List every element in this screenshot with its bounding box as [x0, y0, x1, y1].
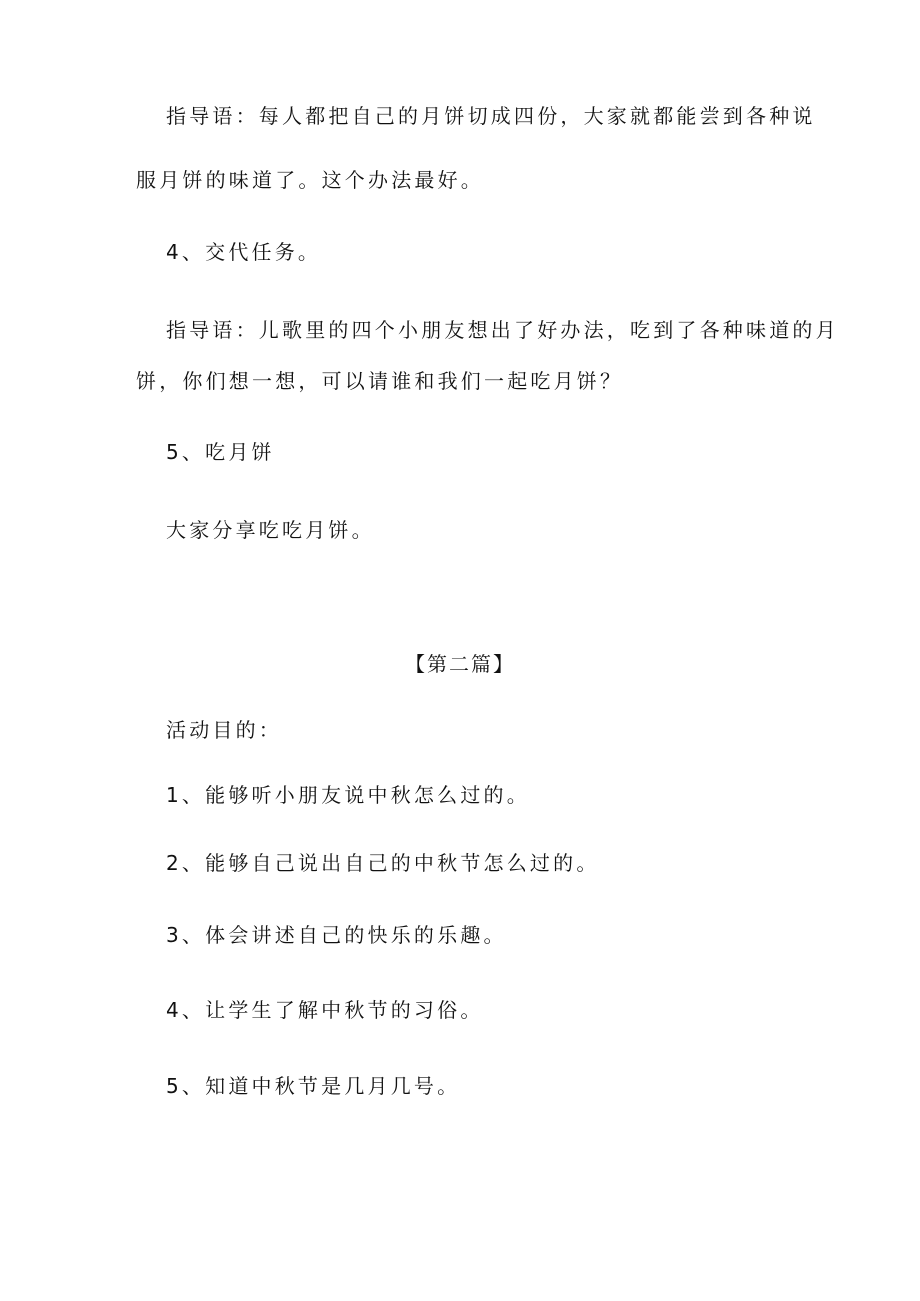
paragraph-line: 饼，你们想一想，可以请谁和我们一起吃月饼？: [136, 369, 624, 393]
list-item: 1、能够听小朋友说中秋怎么过的。: [166, 783, 530, 807]
list-item: 4、让学生了解中秋节的习俗。: [166, 998, 484, 1022]
step-item: 4、交代任务。: [166, 240, 322, 264]
list-item: 3、体会讲述自己的快乐的乐趣。: [166, 923, 507, 947]
paragraph-line: 指导语：每人都把自己的月饼切成四份，大家就都能尝到各种说: [166, 104, 816, 128]
section-heading: 活动目的：: [166, 718, 282, 742]
paragraph-line: 指导语：儿歌里的四个小朋友想出了好办法，吃到了各种味道的月: [166, 318, 839, 342]
list-item: 2、能够自己说出自己的中秋节怎么过的。: [166, 851, 600, 875]
section-title: 【第二篇】: [405, 652, 515, 676]
paragraph-line: 大家分享吃吃月饼。: [166, 518, 375, 542]
list-item: 5、知道中秋节是几月几号。: [166, 1074, 461, 1098]
step-item: 5、吃月饼: [166, 440, 275, 464]
paragraph-line: 服月饼的味道了。这个办法最好。: [136, 168, 484, 192]
